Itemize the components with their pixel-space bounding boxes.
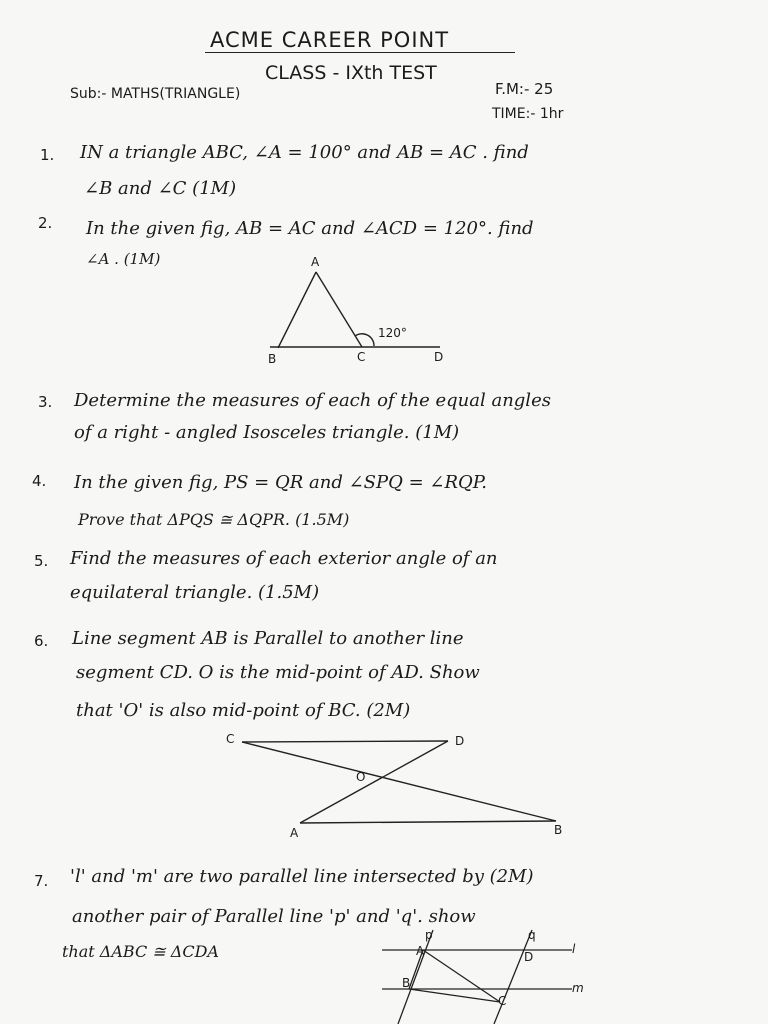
fig2-label-b: B (268, 352, 277, 366)
question-1-line-1: IN a triangle ABC, ∠A = 100° and AB = AC . find (80, 142, 529, 163)
question-7-line-3: that ΔABC ≅ ΔCDA (62, 942, 219, 961)
fig2-label-d: D (434, 350, 444, 364)
question-2-number: 2. (38, 214, 53, 232)
fig7-label-p: p (425, 928, 433, 942)
fig7-label-q: q (528, 928, 536, 942)
question-6-line-3: that 'O' is also mid-point of BC. (2M) (76, 700, 411, 721)
question-2-line-1: In the given fig, AB = AC and ∠ACD = 120°. find (86, 218, 534, 239)
question-4-line-2: Prove that ΔPQS ≅ ΔQPR. (1.5M) (78, 510, 350, 529)
question-6-number: 6. (34, 632, 49, 650)
question-4-line-1: In the given fig, PS = QR and ∠SPQ = ∠RQP. (74, 472, 487, 493)
fig7-label-a: A (416, 944, 425, 958)
question-5-number: 5. (34, 552, 49, 570)
fig2-label-a: A (311, 255, 320, 269)
fig7-label-c: C (498, 994, 507, 1008)
fig2-label-c: C (357, 350, 366, 364)
fig6-label-d: D (455, 734, 465, 748)
question-4-number: 4. (32, 472, 47, 490)
fig6-label-o: O (356, 770, 366, 784)
question-3-line-1: Determine the measures of each of the equal angles (74, 390, 551, 411)
question-1-number: 1. (40, 146, 55, 164)
question-7-line-1: 'l' and 'm' are two parallel line intersected by (2M) (70, 866, 534, 887)
question-6-line-2: segment CD. O is the mid-point of AD. Show (76, 662, 480, 683)
fig7-label-b: B (402, 976, 411, 990)
test-title: ACME CAREER POINT (210, 28, 450, 52)
fig7-label-l: l (572, 942, 576, 956)
fig7-label-d: D (524, 950, 534, 964)
question-7-line-2: another pair of Parallel line 'p' and 'q'. show (72, 906, 476, 927)
question-5-line-2: equilateral triangle. (1.5M) (70, 582, 320, 603)
question-6-line-1: Line segment AB is Parallel to another line (72, 628, 464, 649)
fig6-label-c: C (226, 732, 235, 746)
fig2-angle-label: 120° (378, 326, 407, 340)
subject-line: Sub:- MATHS(TRIANGLE) (70, 86, 241, 102)
question-3-number: 3. (38, 393, 53, 411)
question-3-line-2: of a right - angled Isosceles triangle. (1M) (74, 422, 460, 443)
question-2-line-2: ∠A . (1M) (86, 250, 161, 268)
time-allowed: TIME:- 1hr (492, 106, 564, 122)
fig7-label-m: m (572, 981, 584, 995)
full-marks: F.M:- 25 (495, 80, 554, 98)
fig6-label-b: B (554, 823, 563, 837)
question-5-line-1: Find the measures of each exterior angle of an (70, 548, 498, 569)
fig6-label-a: A (290, 826, 299, 840)
question-1-line-2: ∠B and ∠C (1M) (84, 178, 237, 199)
class-line: CLASS - IXth TEST (265, 62, 437, 84)
question-7-number: 7. (34, 872, 49, 890)
